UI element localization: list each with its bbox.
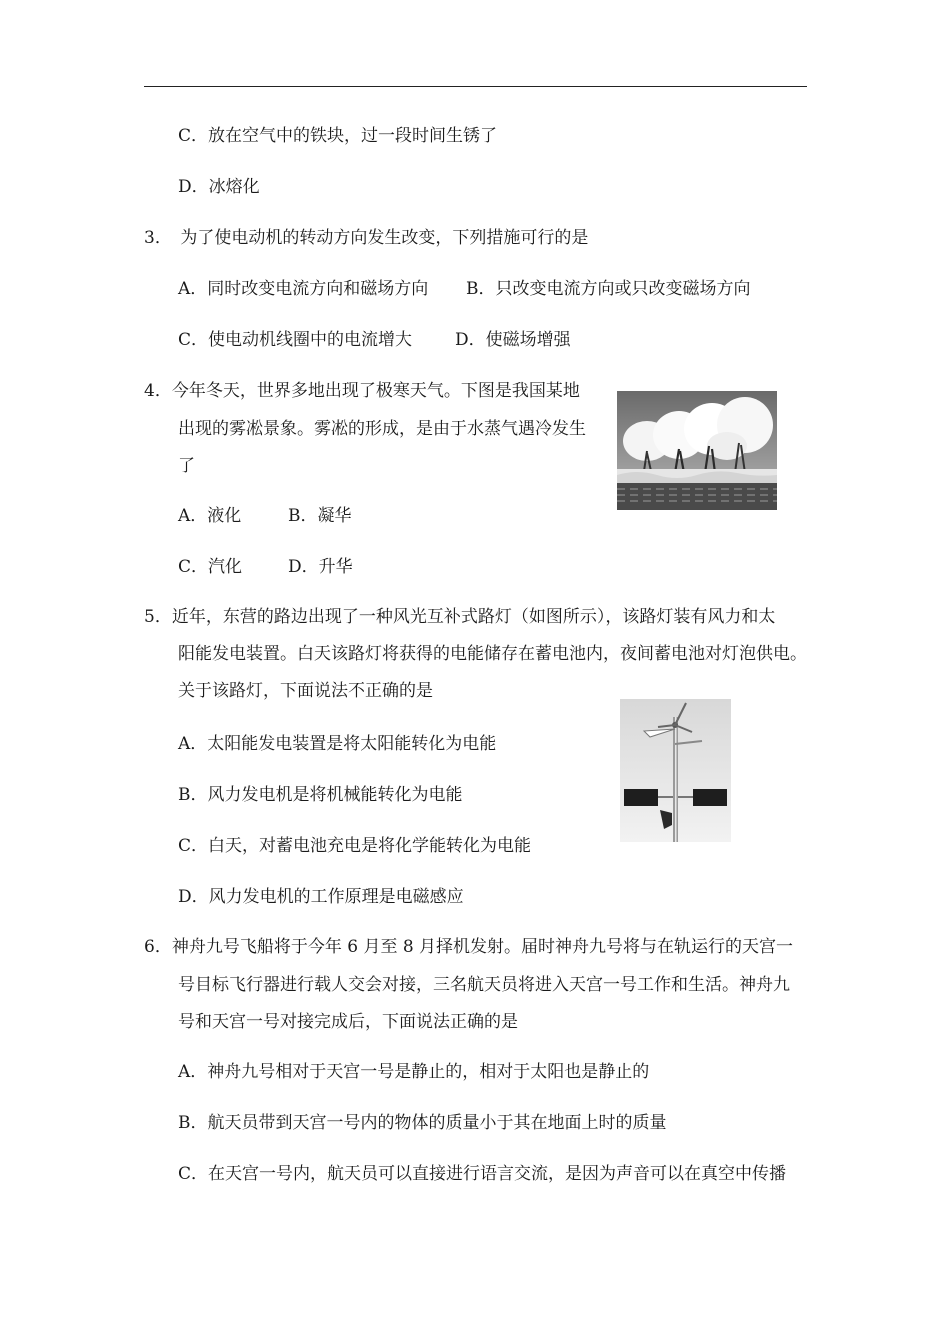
q4-stem-line-2: 出现的雾凇景象。雾凇的形成，是由于水蒸气遇冷发生 bbox=[178, 419, 586, 439]
q6-stem-line-1: 6．神舟九号飞船将于今年 6 月至 8 月择机发射。届时神舟九号将与在轨运行的天宫一 bbox=[144, 937, 794, 957]
q4-option-a: A．液化 bbox=[178, 506, 242, 526]
q5-option-d: D．风力发电机的工作原理是电磁感应 bbox=[178, 887, 464, 907]
q2-option-d: D．冰熔化 bbox=[178, 177, 260, 197]
rime-trees-photo-icon bbox=[617, 391, 777, 510]
header-rule bbox=[144, 86, 807, 87]
wind-solar-streetlight-photo-icon bbox=[620, 699, 731, 842]
q3-option-d: D．使磁场增强 bbox=[455, 330, 571, 350]
q5-stem-line-2: 阳能发电装置。白天该路灯将获得的电能储存在蓄电池内，夜间蓄电池对灯泡供电。 bbox=[178, 644, 807, 664]
q3-option-c: C．使电动机线圈中的电流增大 bbox=[178, 330, 413, 350]
q3-option-b: B．只改变电流方向或只改变磁场方向 bbox=[466, 279, 751, 299]
q5-stem-line-1: 5．近年，东营的路边出现了一种风光互补式路灯（如图所示），该路灯装有风力和太 bbox=[144, 607, 776, 627]
q5-option-a: A．太阳能发电装置是将太阳能转化为电能 bbox=[178, 734, 497, 754]
q3-stem: 3． 为了使电动机的转动方向发生改变，下列措施可行的是 bbox=[144, 228, 589, 248]
q6-option-c: C．在天宫一号内，航天员可以直接进行语言交流，是因为声音可以在真空中传播 bbox=[178, 1164, 787, 1184]
q5-stem-line-3: 关于该路灯，下面说法不正确的是 bbox=[178, 681, 433, 701]
q4-option-d: D．升华 bbox=[288, 557, 353, 577]
q5-option-c: C．白天，对蓄电池充电是将化学能转化为电能 bbox=[178, 836, 532, 856]
q4-stem-line-3: 了 bbox=[178, 456, 195, 476]
q4-option-c: C．汽化 bbox=[178, 557, 243, 577]
q6-stem-line-3: 号和天宫一号对接完成后，下面说法正确的是 bbox=[178, 1012, 518, 1032]
q4-stem-line-1: 4．今年冬天，世界多地出现了极寒天气。下图是我国某地 bbox=[144, 381, 580, 401]
q4-option-b: B．凝华 bbox=[288, 506, 352, 526]
q3-option-a: A．同时改变电流方向和磁场方向 bbox=[178, 279, 429, 299]
q6-option-a: A．神舟九号相对于天宫一号是静止的，相对于太阳也是静止的 bbox=[178, 1062, 650, 1082]
q6-stem-line-2: 号目标飞行器进行载人交会对接，三名航天员将进入天宫一号工作和生活。神舟九 bbox=[178, 975, 790, 995]
q2-option-c: C．放在空气中的铁块，过一段时间生锈了 bbox=[178, 126, 498, 146]
q5-option-b: B．风力发电机是将机械能转化为电能 bbox=[178, 785, 463, 805]
q6-option-b: B．航天员带到天宫一号内的物体的质量小于其在地面上时的质量 bbox=[178, 1113, 667, 1133]
